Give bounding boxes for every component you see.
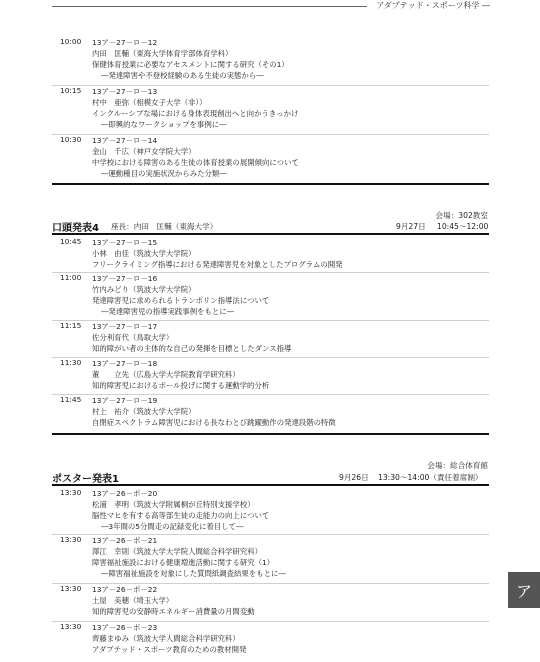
entry-title: 自閉症スペクトラム障害児における長なわとび跳躍動作の発達段階の特徴	[92, 418, 336, 427]
session-venue: 会場：302教室	[435, 211, 488, 220]
entry-time: 13:30	[60, 535, 82, 544]
session-chair: 座長：内田 匡輔（東海大学）	[111, 222, 218, 231]
entry-title: 中学校における障害のある生徒の体育授業の展開傾向について	[92, 158, 299, 167]
entry-title: 知的障がい者の主体的な自己の発揮を目標としたダンス指導	[92, 344, 292, 353]
entry-code: 13ア－26－ポ－20	[92, 489, 158, 498]
entry-title: 発達障害児に求められるトランポリン指導法について	[92, 296, 270, 305]
session-time: 13:30～14:00（責任着席制）	[378, 473, 483, 482]
entry-author: 齊藤まゆみ（筑波大学人間総合科学研究科）	[92, 634, 240, 643]
entry-author: 内田 匡輔（東海大学体育学部体育学科）	[92, 49, 233, 58]
entry-time: 10:00	[60, 37, 82, 46]
entry-code: 13ア－27－ロ－19	[92, 396, 158, 405]
session-date: 9月26日	[339, 473, 369, 482]
section-index-tab	[508, 572, 540, 608]
program-entry	[52, 395, 489, 431]
session-time: 10:45～12:00	[437, 222, 489, 231]
entry-code: 13ア－27－ロ－15	[92, 238, 158, 247]
entry-title: 脳性マヒを有する高等部生徒の走能力の向上について	[92, 511, 270, 520]
program-entry	[52, 321, 489, 358]
section-divider	[52, 433, 489, 435]
entry-subtitle: ―障害福祉施設を対象にした質問紙調査結果をもとに―	[101, 569, 286, 578]
entry-author: 松浦 孝明（筑波大学附属桐が丘特別支援学校）	[92, 500, 255, 509]
entry-time: 13:30	[60, 488, 82, 497]
entry-author: 村中 亜弥（相模女子大学（非））	[92, 98, 207, 107]
program-entry	[52, 584, 489, 622]
program-entry	[52, 535, 489, 584]
program-entry	[52, 358, 489, 395]
entry-subtitle: ―3年間の5分間走の記録変化に着目して―	[101, 522, 244, 531]
entry-time: 11:30	[60, 358, 82, 367]
program-entry	[52, 237, 489, 273]
entry-code: 13ア－27－ロ－13	[92, 87, 158, 96]
entry-code: 13ア－26－ポ－21	[92, 536, 158, 545]
entry-author: 村上 祐介（筑波大学大学院）	[92, 407, 196, 416]
session-date: 9月27日	[396, 222, 426, 231]
section-divider	[52, 183, 489, 185]
program-entry	[52, 135, 489, 181]
entry-title: フリークライミング指導における発達障害児を対象としたプログラムの開発	[92, 260, 343, 269]
program-entry	[52, 488, 489, 535]
program-entry	[52, 622, 489, 660]
entry-time: 10:45	[60, 237, 82, 246]
entry-title: 知的障害児の安静時エネルギー消費量の月間変動	[92, 607, 255, 616]
entry-author: 董 立先（広島大学大学院教育学研究科）	[92, 370, 240, 379]
header-rule	[52, 6, 367, 7]
entry-title: 障害福祉施設における健康増進活動に関する研究（1）	[92, 558, 275, 567]
entry-author: 澤江 幸則（筑波大学大学院人間総合科学研究科）	[92, 547, 262, 556]
entry-title: インクルーシブな場における身体表現創出へと向かうきっかけ	[92, 109, 299, 118]
entry-code: 13ア－27－ロ－18	[92, 359, 158, 368]
entry-code: 13ア－26－ポ－23	[92, 623, 158, 632]
entry-author: 小林 由佳（筑波大学大学院）	[92, 249, 196, 258]
section-divider	[52, 484, 489, 486]
section-index-label: ア	[515, 581, 532, 601]
entry-code: 13ア－26－ポ－22	[92, 585, 158, 594]
entry-time: 13:30	[60, 584, 82, 593]
session-title: 口頭発表4	[52, 223, 99, 234]
entry-title: アダプテッド・スポーツ教育のための教材開発	[92, 645, 247, 654]
running-header: アダプテッド・スポーツ科学 ―	[376, 1, 490, 10]
entry-author: 金山 千広（神戸女学院大学）	[92, 147, 196, 156]
entry-time: 11:00	[60, 273, 82, 282]
session-title: ポスター発表1	[52, 474, 119, 485]
entry-subtitle: ―即興的なワークショップを事例に―	[101, 120, 227, 129]
entry-subtitle: ―発達障害児の指導実践事例をもとに―	[101, 307, 235, 316]
entry-time: 13:30	[60, 622, 82, 631]
entry-time: 11:15	[60, 321, 82, 330]
entry-title: 保健体育授業に必要なアセスメントに関する研究（その1）	[92, 60, 289, 69]
session-venue: 会場：総合体育館	[427, 461, 488, 470]
entry-author: 竹内みどり（筑波大学大学院）	[92, 285, 196, 294]
entry-title: 知的障害児におけるボール投げに関する運動学的分析	[92, 381, 270, 390]
entry-author: 佐分利育代（鳥取大学）	[92, 333, 174, 342]
entry-code: 13ア－27－ロ－16	[92, 274, 158, 283]
entry-code: 13ア－27－ロ－12	[92, 38, 158, 47]
section-divider	[52, 233, 489, 235]
entry-time: 11:45	[60, 395, 82, 404]
program-entry	[52, 37, 489, 86]
entry-time: 10:15	[60, 86, 82, 95]
program-entry	[52, 86, 489, 135]
entry-subtitle: ―運動種目の実施状況からみた分類―	[101, 169, 227, 178]
entry-code: 13ア－27－ロ－14	[92, 136, 158, 145]
entry-subtitle: ―発達障害や不登校経験のある生徒の実態から―	[101, 71, 264, 80]
entry-code: 13ア－27－ロ－17	[92, 322, 158, 331]
entry-author: 土屋 美穂（埼玉大学）	[92, 596, 174, 605]
program-entry	[52, 273, 489, 321]
entry-time: 10:30	[60, 135, 82, 144]
